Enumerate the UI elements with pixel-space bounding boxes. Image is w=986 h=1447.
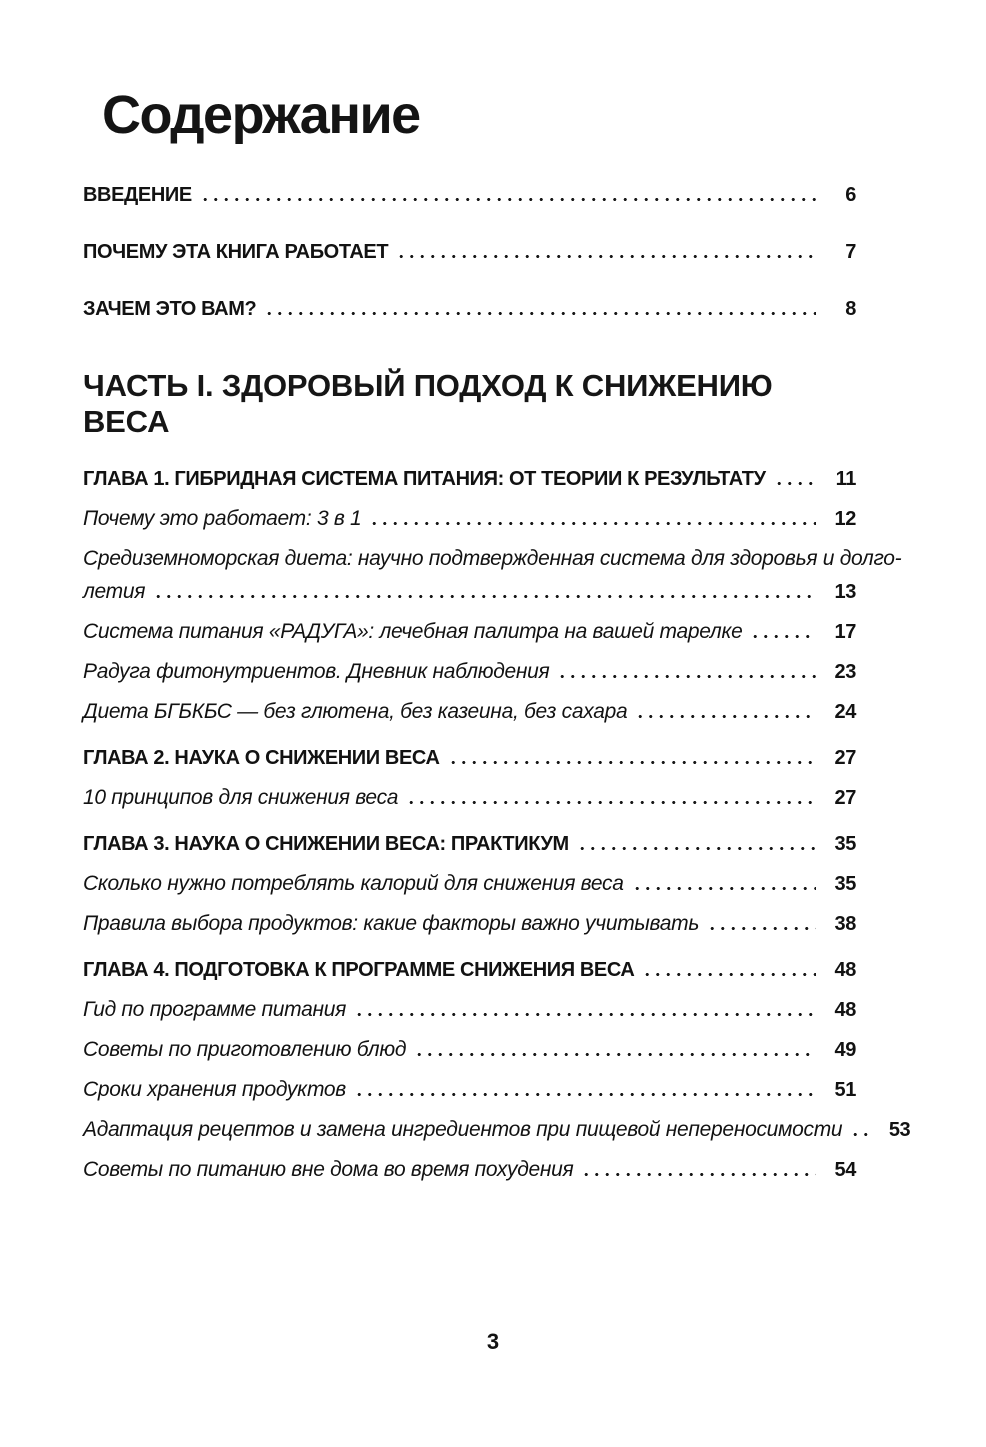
page-number: 3	[486, 1329, 500, 1354]
toc-entry-line2	[83, 579, 856, 605]
toc-entry-label: Диета БГБКБС — без глютена, без казеина, без сахара	[83, 700, 628, 723]
toc-entry-label: ГЛАВА 3. НАУКА О СНИЖЕНИИ ВЕСА: ПРАКТИКУМ	[83, 833, 569, 855]
dot-leader	[153, 595, 816, 598]
toc-entry	[83, 745, 856, 771]
toc-entry-label: ПОЧЕМУ ЭТА КНИГА РАБОТАЕТ	[83, 241, 389, 263]
dot-leader	[354, 1013, 816, 1016]
dot-leader	[577, 847, 816, 850]
toc-entry	[83, 957, 856, 983]
toc-entry-page: 54	[834, 1159, 856, 1181]
toc-entry-label: Радуга фитонутриентов. Дневник наблюдения	[83, 660, 550, 683]
toc-entry	[83, 296, 856, 322]
dot-leader	[448, 761, 817, 764]
dot-leader	[850, 1133, 870, 1136]
chapter-3-section	[83, 831, 856, 937]
toc-entry-page: 12	[834, 508, 856, 530]
toc-entry-page: 23	[834, 661, 856, 683]
dot-leader	[354, 1093, 816, 1096]
toc-entry-label: Адаптация рецептов и замена ингредиентов при пищевой непереносимости	[83, 1118, 843, 1141]
toc-entry	[83, 997, 856, 1023]
toc-entry-page: 11	[835, 468, 856, 490]
toc-entry-page: 24	[834, 701, 856, 723]
toc-entry-page: 7	[845, 241, 856, 263]
dot-leader	[635, 715, 816, 718]
toc-entry-page: 35	[834, 873, 856, 895]
dot-leader	[264, 312, 816, 315]
toc-entry	[83, 785, 856, 811]
toc-entry-page: 27	[834, 787, 856, 809]
toc-entry-label: Советы по питанию вне дома во время похудения	[83, 1158, 574, 1181]
toc-entry-label: Сроки хранения продуктов	[83, 1078, 346, 1101]
part-heading: ЧАСТЬ I. ЗДОРОВЫЙ ПОДХОД К СНИЖЕНИЮ ВЕСА	[83, 368, 773, 439]
dot-leader	[406, 801, 816, 804]
toc-entry-page: 8	[845, 298, 856, 320]
toc-entry-page: 49	[834, 1039, 856, 1061]
toc-entry	[83, 619, 856, 645]
toc-entry-label: ГЛАВА 1. ГИБРИДНАЯ СИСТЕМА ПИТАНИЯ: ОТ ТЕОРИИ К РЕЗУЛЬТАТУ	[83, 468, 766, 490]
toc-entry-label: ЗАЧЕМ ЭТО ВАМ?	[83, 298, 257, 320]
dot-leader	[774, 482, 816, 485]
toc-entry-page: 48	[834, 999, 856, 1021]
toc-entry-label: Система питания «РАДУГА»: лечебная палитра на вашей тарелке	[83, 620, 743, 643]
dot-leader	[750, 635, 816, 638]
toc-entry-label: ГЛАВА 2. НАУКА О СНИЖЕНИИ ВЕСА	[83, 747, 440, 769]
toc-entry-page: 48	[834, 959, 856, 981]
toc-entry-label: 10 принципов для снижения веса	[83, 786, 399, 809]
toc-entry	[83, 1037, 856, 1063]
toc-entry-page: 53	[888, 1119, 911, 1141]
toc-entry	[83, 831, 856, 857]
toc-entry-label: Гид по программе питания	[83, 998, 347, 1021]
toc-entry	[83, 239, 856, 265]
chapter-2-section	[83, 745, 856, 811]
toc-entry	[83, 1077, 856, 1103]
toc-entry-label: Почему это работает: 3 в 1	[83, 507, 362, 530]
dot-leader	[642, 973, 816, 976]
toc-entry	[83, 1117, 911, 1143]
toc-entry-label: Сколько нужно потреблять калорий для снижения веса	[83, 872, 624, 895]
chapter-1-section	[83, 466, 902, 725]
toc-entry-line1	[83, 546, 902, 572]
toc-entry	[83, 182, 856, 208]
dot-leader	[632, 887, 816, 890]
toc-entry-page: 17	[834, 621, 856, 643]
toc-entry	[83, 911, 856, 937]
toc-entry-label: Средиземноморская диета: научно подтвержденная система для здоровья и долго-	[83, 547, 902, 570]
toc-entry-page: 51	[834, 1079, 856, 1101]
dot-leader	[414, 1053, 816, 1056]
dot-leader	[581, 1173, 816, 1176]
toc-entry	[83, 699, 856, 725]
toc-entry-label: Советы по приготовлению блюд	[83, 1038, 407, 1061]
dot-leader	[396, 255, 816, 258]
dot-leader	[557, 675, 816, 678]
toc-entry-label: летия	[83, 580, 146, 603]
dot-leader	[707, 927, 816, 930]
toc-entry-page: 13	[834, 581, 856, 603]
dot-leader	[369, 522, 816, 525]
dot-leader	[200, 198, 816, 201]
toc-entry-label: ВВЕДЕНИЕ	[83, 184, 192, 206]
toc-entry	[83, 506, 856, 532]
front-matter-section	[83, 182, 856, 322]
toc-entry-page: 38	[834, 913, 856, 935]
toc-entry-page: 6	[845, 184, 856, 206]
toc-entry-page: 27	[834, 747, 856, 769]
toc-entry	[83, 1157, 856, 1183]
toc-entry-label: Правила выбора продуктов: какие факторы важно учитывать	[83, 912, 700, 935]
toc-entry	[83, 466, 856, 492]
toc-entry	[83, 871, 856, 897]
toc-entry	[83, 546, 902, 605]
toc-entry-page: 35	[834, 833, 856, 855]
chapter-4-section	[83, 957, 911, 1183]
page-title: Содержание	[102, 85, 420, 145]
toc-entry-label: ГЛАВА 4. ПОДГОТОВКА К ПРОГРАММЕ СНИЖЕНИЯ ВЕСА	[83, 959, 635, 981]
toc-entry	[83, 659, 856, 685]
